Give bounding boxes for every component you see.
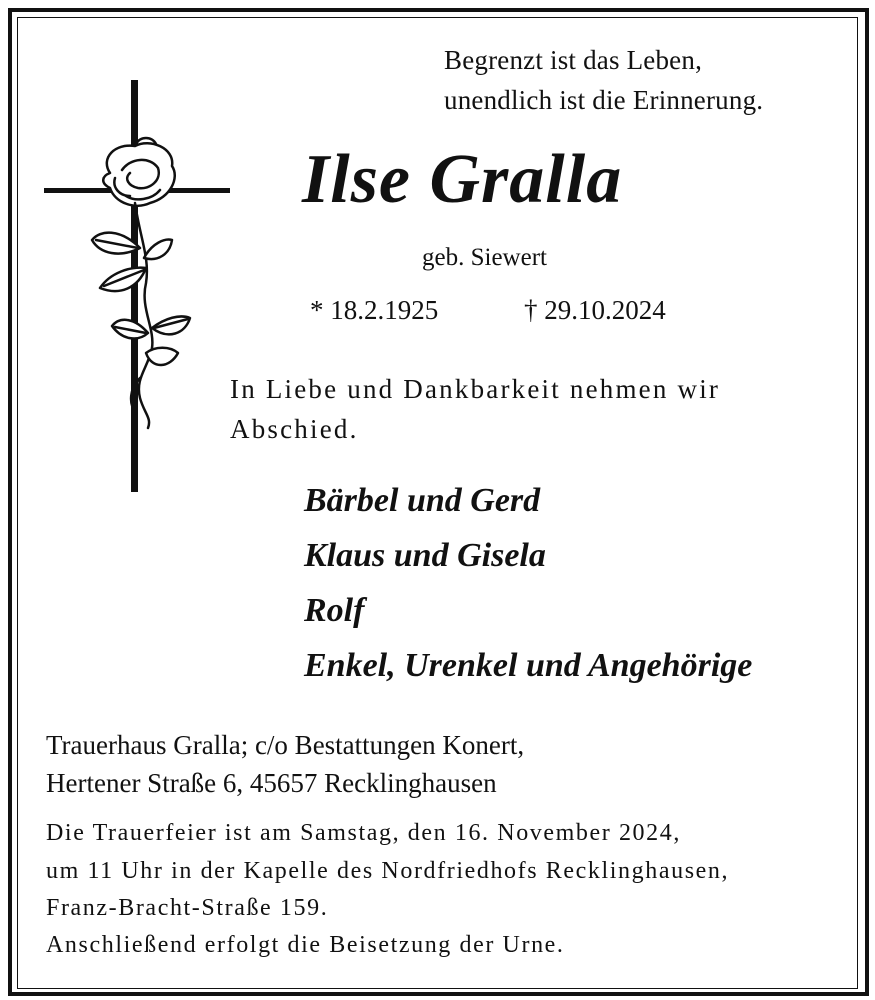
funeral-notice-line-2: um 11 Uhr in der Kapelle des Nordfriedhofs Recklinghausen, [46,858,730,884]
funeral-notice-line-1: Die Trauerfeier ist am Samstag, den 16. November 2024, [46,820,681,846]
mourner-entry: Enkel, Urenkel und Angehörige [304,647,753,684]
statement-line-1: In Liebe und Dankbarkeit nehmen wir [230,374,721,404]
mourner-entry: Rolf [304,592,365,629]
funeral-notice-line-3: Franz-Bracht-Straße 159. [46,895,329,921]
mourner-entry: Bärbel und Gerd [304,482,541,519]
death-date: † 29.10.2024 [524,295,666,325]
motto-line-1: Begrenzt ist das Leben, [444,45,703,75]
address-line-1: Trauerhaus Gralla; c/o Bestattungen Konert, [46,730,525,760]
funeral-notice-line-4: Anschließend erfolgt die Beisetzung der Urne. [46,932,565,958]
mourner-entry: Klaus und Gisela [304,537,546,574]
cross-with-rose-icon [40,78,240,498]
statement-line-2: Abschied. [230,414,359,444]
motto-line-2: unendlich ist die Erinnerung. [444,85,764,115]
birth-date: * 18.2.1925 [310,295,439,325]
deceased-name: Ilse Gralla [302,141,623,218]
birth-name: geb. Siewert [422,244,547,271]
address-line-2: Hertener Straße 6, 45657 Recklinghausen [46,768,497,798]
